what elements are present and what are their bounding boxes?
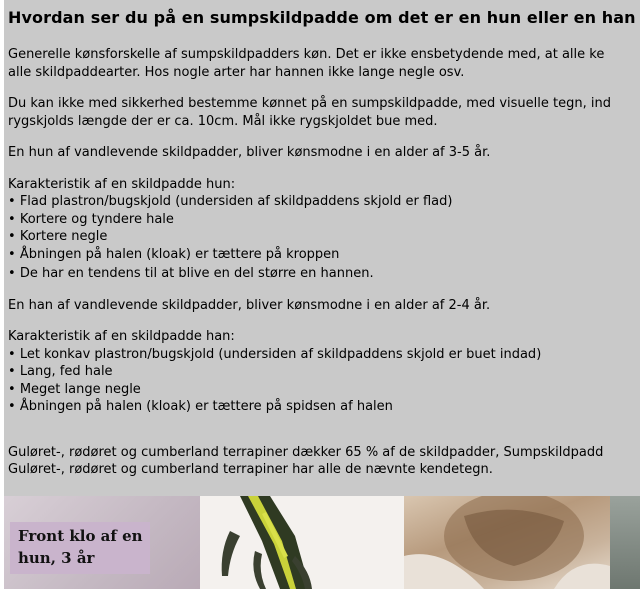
turtle-shell-image: [404, 496, 610, 589]
photo-caption: [10, 522, 150, 574]
photo-turtle-shell: [404, 496, 610, 589]
photo-caption-line-2: hun, 3 år: [18, 549, 95, 567]
page-title: Hvordan ser du på en sumpskildpadde om det er en hun eller en han: [8, 8, 636, 27]
photo-female-claw: [4, 496, 200, 589]
certainty-line-1: Du kan ikke med sikkerhed bestemme kønnet på en sumpskildpadde, med visuelle tegn, ind: [8, 96, 611, 111]
certainty-line-2: rygskjolds længde der er ca. 10cm. Mål ikke rygskjoldet bue med.: [8, 113, 438, 129]
species-note-line-1: Guløret-, rødøret og cumberland terrapiner dækker 65 % af de skildpadder, Sumpskildpadd: [8, 444, 604, 460]
intro-line-2: alle skildpaddearter. Hos nogle arter har hannen ikke lange negle osv.: [8, 64, 465, 80]
article: [8, 6, 640, 479]
photo-partial: [610, 496, 640, 589]
male-heading: Karakteristik af en skildpadde han:: [8, 329, 235, 344]
male-trait: • Lang, fed hale: [8, 363, 640, 381]
photo-strip: [4, 496, 640, 589]
photo-caption-line-1: Front klo af en: [18, 527, 143, 545]
female-trait: • De har en tendens til at blive en del større en hannen.: [8, 265, 640, 283]
male-maturity: En han af vandlevende skildpadder, bliver kønsmodne i en alder af 2-4 år.: [8, 297, 491, 313]
female-heading: Karakteristik af en skildpadde hun:: [8, 176, 236, 192]
female-trait: • Kortere og tyndere hale: [8, 211, 640, 229]
intro-line-1: Generelle kønsforskelle af sumpskildpadders køn. Det er ikke ensbetydende med, at alle ke: [8, 47, 605, 62]
photo-claw-closeup: [200, 496, 404, 589]
female-trait: • Kortere negle: [8, 228, 640, 246]
female-trait: • Flad plastron/bugskjold (undersiden af skildpaddens skjold er flad): [8, 193, 640, 211]
turtle-claw-image: [200, 496, 404, 589]
female-maturity: En hun af vandlevende skildpadder, bliver kønsmodne i en alder af 3-5 år.: [8, 145, 491, 160]
male-trait: • Let konkav plastron/bugskjold (undersiden af skildpaddens skjold er buet indad): [8, 346, 640, 364]
male-trait: • Åbningen på halen (kloak) er tættere på spidsen af halen: [8, 398, 640, 416]
species-note-line-2: Guløret-, rødøret og cumberland terrapiner har alle de nævnte kendetegn.: [8, 462, 493, 477]
male-trait: • Meget lange negle: [8, 381, 640, 399]
female-trait: • Åbningen på halen (kloak) er tættere på kroppen: [8, 246, 640, 264]
